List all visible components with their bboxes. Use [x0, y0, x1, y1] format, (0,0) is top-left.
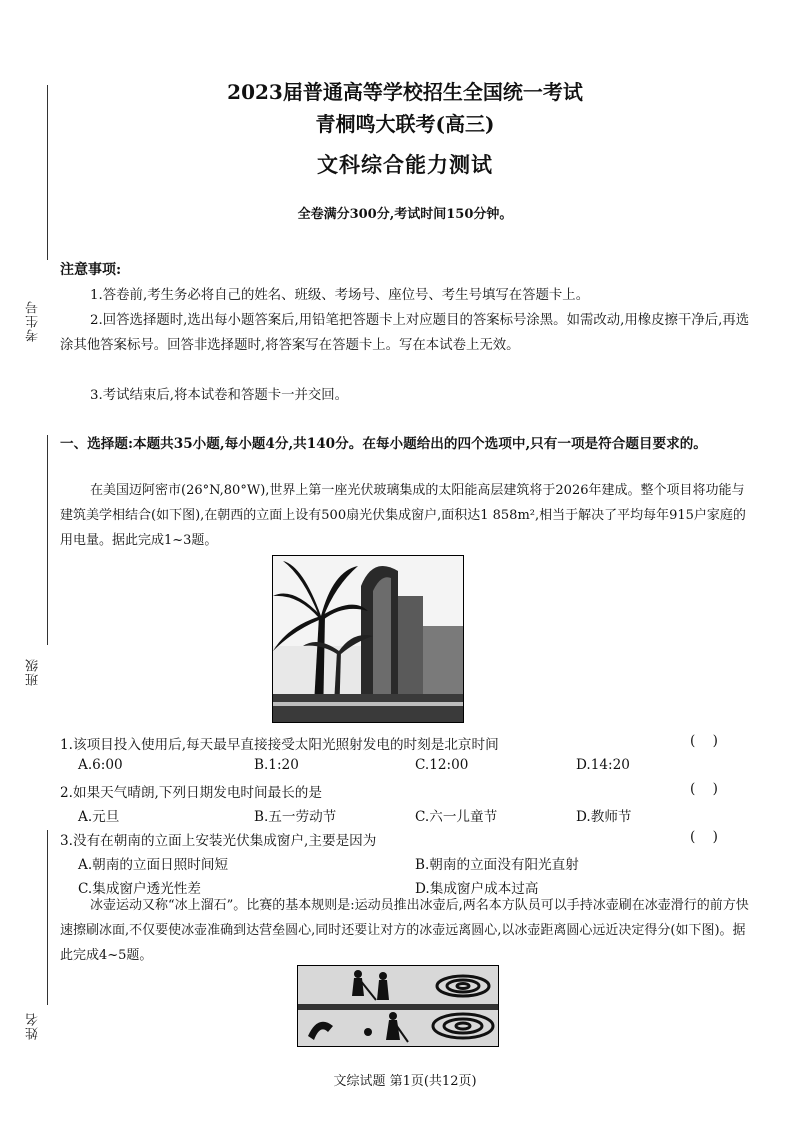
question-3-option-c: C.集成窗户透光性差 — [78, 881, 201, 897]
question-1-answer-blank: ( ) — [690, 733, 718, 749]
curling-photo-drawing — [298, 966, 498, 1046]
question-3-option-a: A.朝南的立面日照时间短 — [78, 857, 229, 873]
question-2-option-d: D.教师节 — [576, 809, 632, 825]
question-2-option-c: C.六一儿童节 — [415, 809, 498, 825]
section-heading: 一、选择题:本题共35小题,每小题4分,共140分。在每小题给出的四个选项中,只有一项是符合题目要求的。 — [60, 436, 707, 452]
question-1-option-a: A.6:00 — [78, 757, 123, 773]
question-3-option-b: B.朝南的立面没有阳光直射 — [415, 857, 579, 873]
notice-item-2: 2.回答选择题时,选出每小题答案后,用铅笔把答题卡上对应题目的答案标号涂黑。如需改动,用橡皮擦干净后,再选涂其他答案标号。回答非选择题时,将答案写在答题卡上。写在本试卷上无效。 — [60, 313, 750, 353]
exam-number-label: 考生号 — [26, 300, 41, 342]
question-2-option-b: B.五一劳动节 — [254, 809, 337, 825]
passage-intro-1: 在美国迈阿密市(26°N,80°W),世界上第一座光伏玻璃集成的太阳能高层建筑将于2026年建成。整个项目将功能与建筑美学相结合(如下图),在朝西的立面上设有500扇光伏集成窗户,面积达1 858m²,相当于解决了平均每年915户家庭的用电量。据此完成1~3题。 — [60, 483, 746, 548]
binding-line-bottom — [47, 830, 48, 1005]
name-label: 姓名 — [26, 1012, 41, 1040]
question-1-option-d: D.14:20 — [576, 757, 630, 773]
exam-subject-title: 文科综合能力测试 — [317, 152, 493, 177]
building-photo-drawing — [273, 556, 463, 722]
question-3-stem: 3.没有在朝南的立面上安装光伏集成窗户,主要是因为 — [60, 833, 377, 849]
notice-item-1: 1.答卷前,考生务必将自己的姓名、班级、考场号、座位号、考生号填写在答题卡上。 — [90, 288, 590, 303]
notice-item-3: 3.考试结束后,将本试卷和答题卡一并交回。 — [90, 388, 349, 403]
question-2-option-a: A.元旦 — [78, 809, 120, 825]
page-footer: 文综试题 第1页(共12页) — [333, 1074, 477, 1089]
binding-line-middle — [47, 435, 48, 645]
exam-title-line1: 2023届普通高等学校招生全国统一考试 — [227, 80, 583, 104]
notice-title: 注意事项: — [60, 262, 122, 278]
question-1-option-b: B.1:20 — [254, 757, 299, 773]
binding-line-top — [47, 85, 48, 260]
question-2-stem: 2.如果天气晴朗,下列日期发电时间最长的是 — [60, 785, 322, 801]
question-3-answer-blank: ( ) — [690, 829, 718, 845]
question-1-option-c: C.12:00 — [415, 757, 469, 773]
question-1-stem: 1.该项目投入使用后,每天最早直接接受太阳光照射发电的时刻是北京时间 — [60, 737, 499, 753]
class-label: 班级 — [26, 658, 41, 686]
curling-photo — [297, 965, 499, 1047]
exam-meta: 全卷满分300分,考试时间150分钟。 — [297, 207, 513, 222]
question-3-option-d: D.集成窗户成本过高 — [415, 881, 539, 897]
passage-intro-2: 冰壶运动又称“冰上溜石”。比赛的基本规则是:运动员推出冰壶后,两名本方队员可以手持冰壶刷在冰壶滑行的前方快速擦刷冰面,不仅要使冰壶准确到达营垒圆心,同时还要让对方的冰壶远离圆心,以冰壶距离圆心远近决定得分(如下图)。据此完成4~5题。 — [60, 898, 749, 963]
exam-title-line2: 青桐鸣大联考(高三) — [315, 112, 495, 136]
question-2-answer-blank: ( ) — [690, 781, 718, 797]
building-photo — [272, 555, 464, 723]
